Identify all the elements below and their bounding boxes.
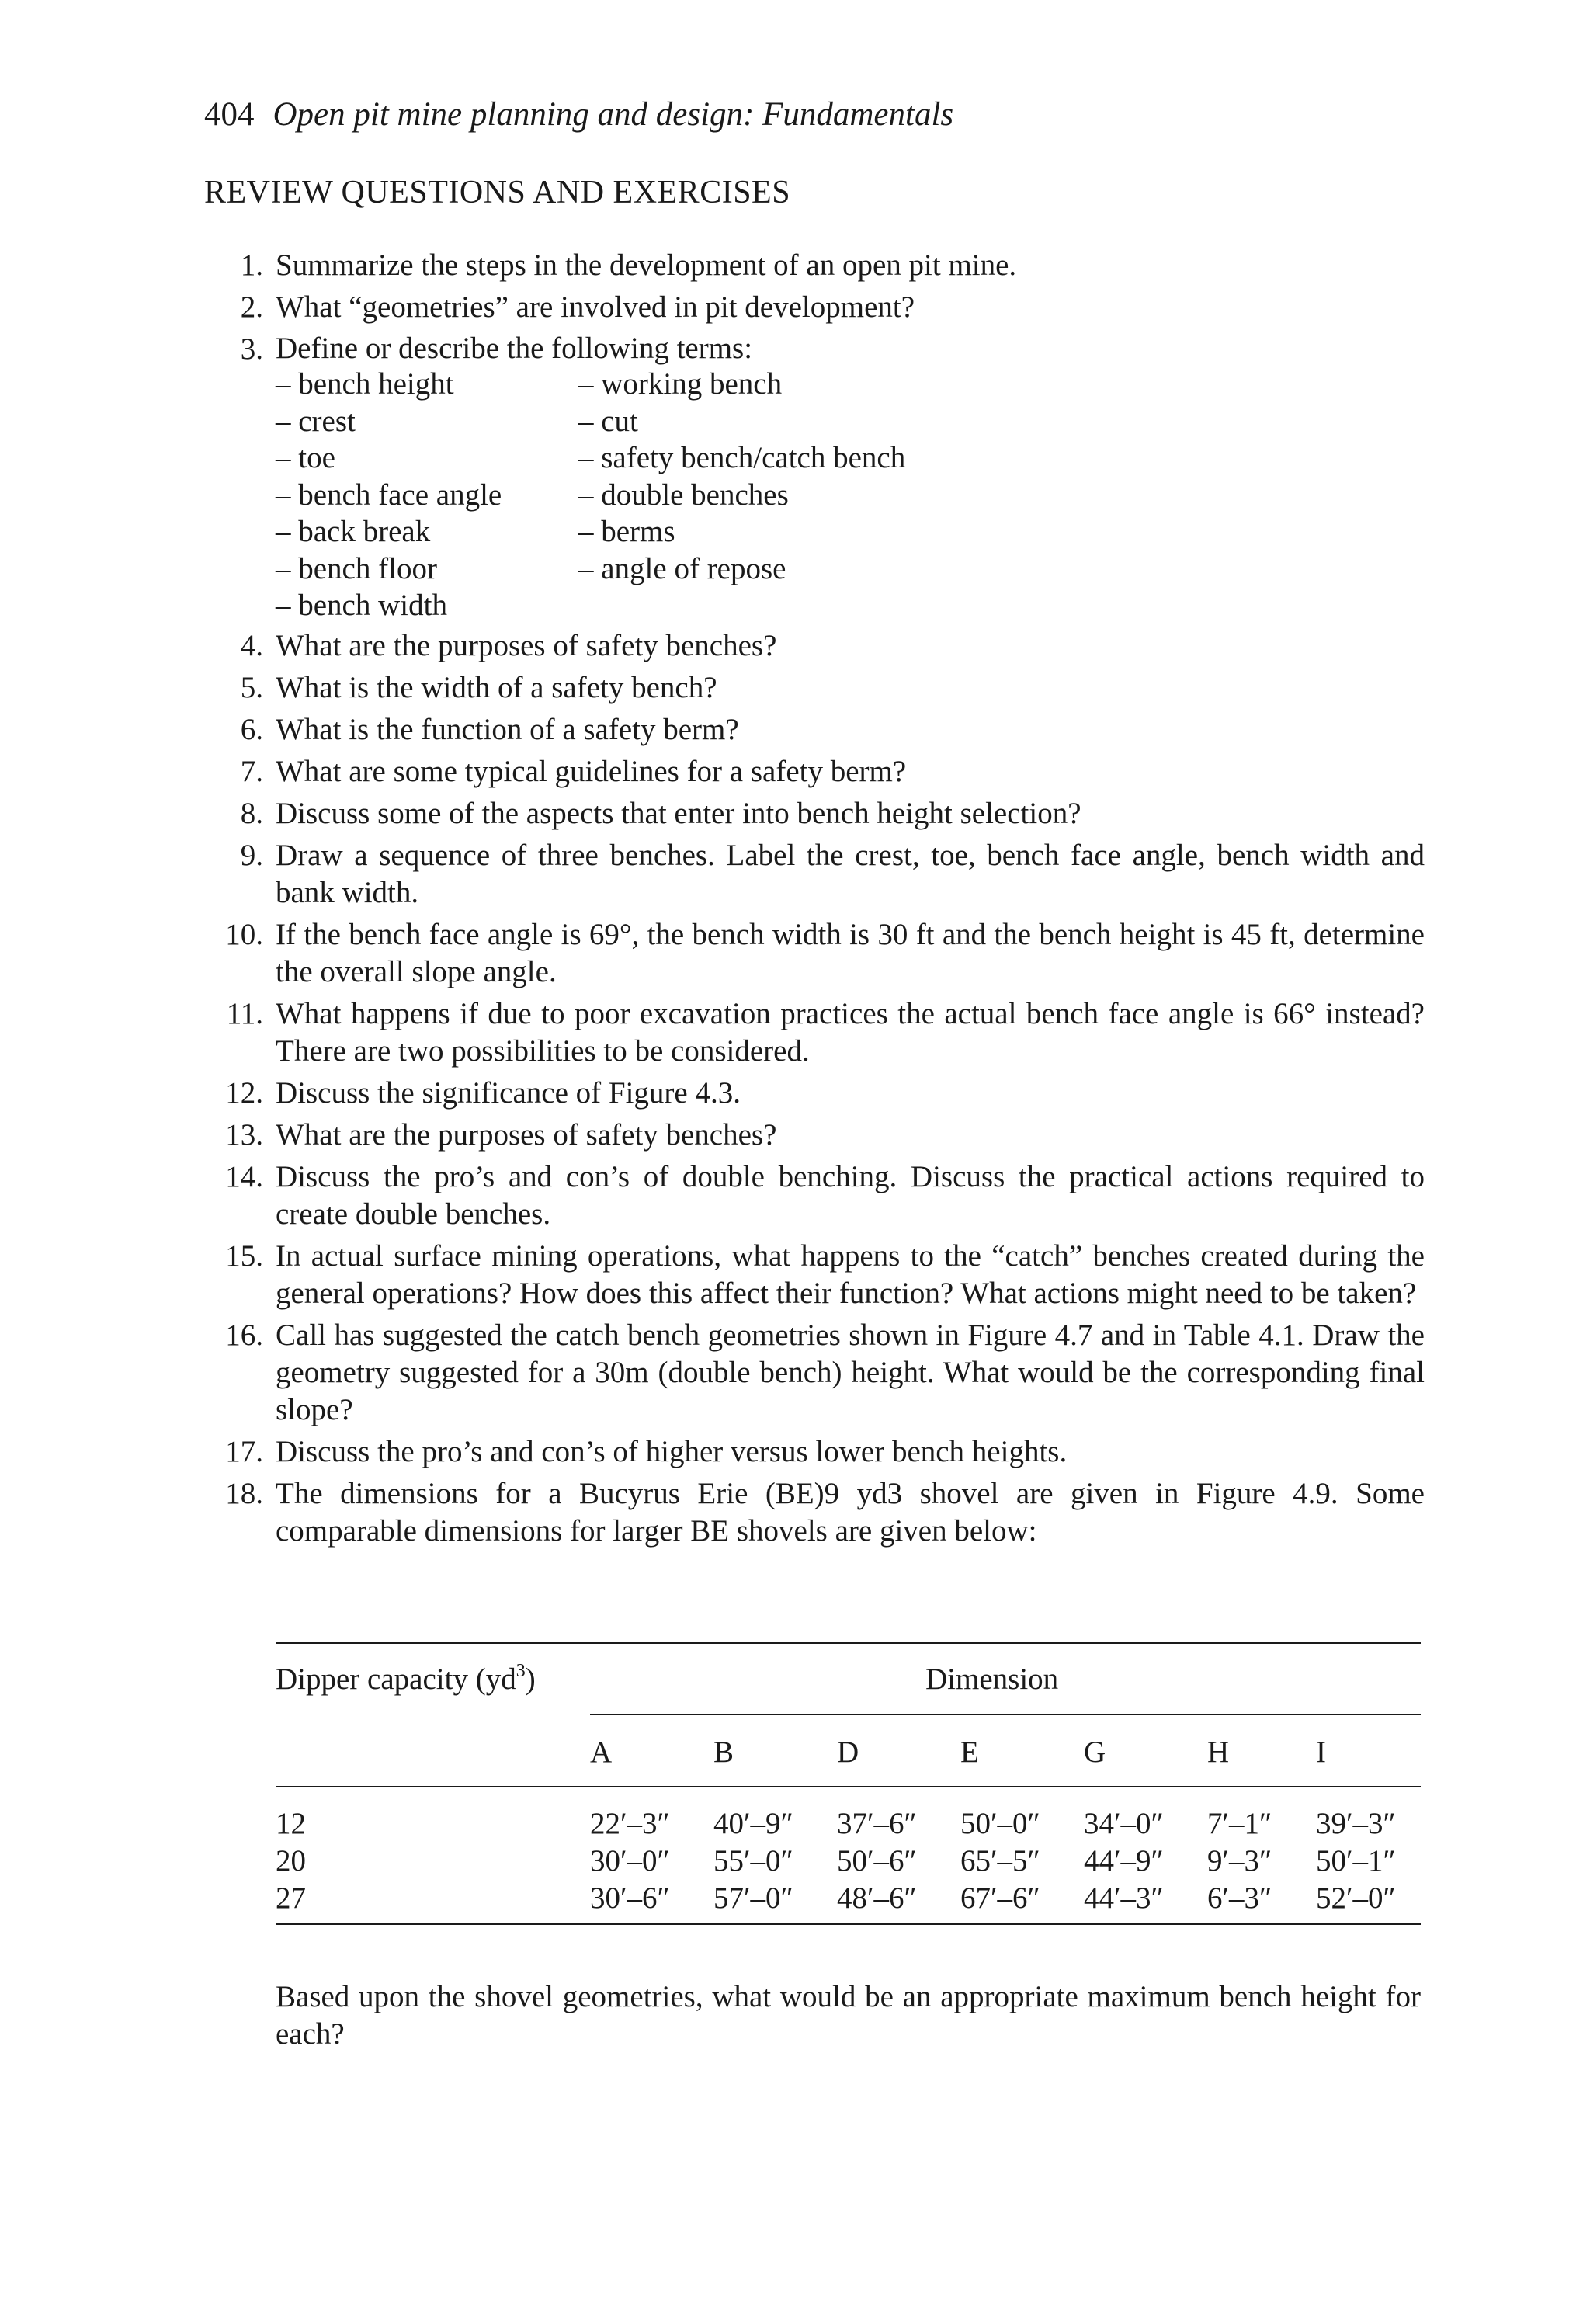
question-text: What is the function of a safety berm?: [276, 712, 739, 746]
question-item: [204, 995, 1425, 1070]
table-cell: 22′–3″: [590, 1807, 670, 1840]
question-item: [204, 331, 1425, 624]
question-number: 15.: [225, 1238, 263, 1273]
question-text: Discuss some of the aspects that enter into bench height selection?: [276, 796, 1081, 830]
capacity-header: Dipper capacity $(yd^3)$: [276, 1661, 536, 1696]
question-text: What are the purposes of safety benches?: [276, 1117, 777, 1152]
term: – cut: [578, 404, 638, 438]
question-text: Discuss the significance of Figure 4.3.: [276, 1075, 741, 1110]
table-cell: 40′–9″: [713, 1807, 793, 1840]
question-number: 18.: [225, 1476, 263, 1510]
term: – crest: [276, 404, 356, 438]
table-cell: 7′–1″: [1207, 1807, 1272, 1840]
question-item: [204, 1433, 1425, 1471]
question-item: [204, 669, 1425, 707]
table-cell: 55′–0″: [713, 1844, 793, 1878]
question-number: 4.: [240, 628, 263, 662]
column-header-I: I: [1316, 1735, 1326, 1769]
question-item: [204, 1159, 1425, 1233]
question-item: [204, 1075, 1425, 1112]
question-number: 3.: [240, 332, 263, 366]
question-text: What are the purposes of safety benches?: [276, 628, 777, 662]
table-top-rule: [276, 1642, 1421, 1644]
question-text: What happens if due to poor excavation practices the actual bench face angle is 66° instead? There are two possibilities to be considered.: [276, 996, 1425, 1068]
question-number: 13.: [225, 1117, 263, 1152]
column-header-D: D: [837, 1735, 859, 1769]
table-cell: 30′–0″: [590, 1844, 670, 1878]
question-number: 16.: [225, 1318, 263, 1352]
term: – berms: [578, 515, 675, 548]
term: – back break: [276, 515, 431, 548]
question-item: [204, 916, 1425, 991]
question-number: 2.: [240, 290, 263, 324]
question-number: 10.: [225, 917, 263, 951]
column-header-E: E: [960, 1735, 979, 1769]
running-head: [204, 92, 953, 138]
table-cell: 9′–3″: [1207, 1844, 1272, 1878]
question-item: [204, 795, 1425, 832]
page-number: 404: [204, 96, 255, 133]
question-number: 8.: [240, 796, 263, 830]
question-number: 1.: [240, 248, 263, 282]
table-cell: 57′–0″: [713, 1881, 793, 1915]
table-cell: 67′–6″: [960, 1881, 1040, 1915]
term: – bench face angle: [276, 478, 502, 512]
table-cell: 44′–3″: [1084, 1881, 1164, 1915]
book-title: Open pit mine planning and design: Fundamentals: [273, 96, 954, 133]
header-bottom-rule: [276, 1786, 1421, 1787]
question-text: Define or describe the following terms:: [276, 332, 753, 365]
question-text: The dimensions for a Bucyrus Erie (BE)9 yd3 shovel are given in Figure 4.9. Some comparable dimensions for larger BE shovels are given below:: [276, 1476, 1425, 1548]
term: – toe: [276, 441, 335, 474]
table-cell: 6′–3″: [1207, 1881, 1272, 1915]
term: – bench height: [276, 367, 454, 401]
term: – angle of repose: [578, 551, 786, 585]
question-item: [204, 711, 1425, 749]
question-number: 12.: [225, 1075, 263, 1110]
term: – safety bench/catch bench: [578, 441, 906, 474]
table-cell: 34′–0″: [1084, 1807, 1164, 1840]
question-item: [204, 753, 1425, 790]
table-cell: 39′–3″: [1316, 1807, 1396, 1840]
term: – bench floor: [276, 551, 437, 585]
table-cell-capacity: 12: [276, 1807, 306, 1840]
question-item: [204, 627, 1425, 665]
question-number: 9.: [240, 838, 263, 872]
question-item: [204, 289, 1425, 326]
question-text: If the bench face angle is 69°, the bench width is 30 ft and the bench height is 45 ft, determine the overall slope angle.: [276, 917, 1425, 988]
question-text: Draw a sequence of three benches. Label the crest, toe, bench face angle, bench width and bank width.: [276, 838, 1425, 909]
term: – double benches: [578, 478, 789, 512]
question-text: Discuss the pro’s and con’s of double benching. Discuss the practical actions required to create double benches.: [276, 1159, 1425, 1231]
table-bottom-rule: [276, 1923, 1421, 1925]
question-text: What is the width of a safety bench?: [276, 670, 717, 704]
table-cell: 48′–6″: [837, 1881, 917, 1915]
table-cell: 44′–9″: [1084, 1844, 1164, 1878]
column-header-A: A: [590, 1735, 613, 1769]
term: – bench width: [276, 589, 447, 622]
question-text: Call has suggested the catch bench geometries shown in Figure 4.7 and in Table 4.1. Draw the geometry suggested for a 30m (double bench) height. What would be the corresponding final slope?: [276, 1318, 1425, 1426]
question-item: [204, 247, 1425, 284]
table-cell: 50′–6″: [837, 1844, 917, 1878]
table-cell: 37′–6″: [837, 1807, 917, 1840]
terms-list: [276, 366, 1425, 624]
question-item: [204, 1475, 1425, 1550]
question-item: [204, 1317, 1425, 1429]
question-number: 11.: [226, 996, 263, 1030]
question-item: [204, 837, 1425, 912]
question-text: What “geometries” are involved in pit development?: [276, 290, 915, 324]
table-cell: 50′–1″: [1316, 1844, 1396, 1878]
question-number: 6.: [240, 712, 263, 746]
section-title: REVIEW QUESTIONS AND EXERCISES: [204, 175, 791, 210]
column-header-G: G: [1084, 1735, 1106, 1769]
dimension-header: Dimension: [925, 1662, 1059, 1696]
table-cell: 50′–0″: [960, 1807, 1040, 1840]
question-list: [204, 247, 1425, 1555]
question-text: Summarize the steps in the development of an open pit mine.: [276, 248, 1017, 282]
table-cell: 30′–6″: [590, 1881, 670, 1915]
table-cell: 52′–0″: [1316, 1881, 1396, 1915]
question-number: 17.: [225, 1434, 263, 1468]
question-number: 7.: [240, 754, 263, 788]
dimension-header-rule: [590, 1714, 1421, 1715]
column-header-B: B: [713, 1735, 734, 1769]
table-cell-capacity: 20: [276, 1844, 306, 1878]
question-text: What are some typical guidelines for a safety berm?: [276, 754, 907, 788]
question-number: 5.: [240, 670, 263, 704]
question-number: 14.: [225, 1159, 263, 1193]
column-header-H: H: [1207, 1735, 1230, 1769]
question-text: In actual surface mining operations, what happens to the “catch” benches created during the general operations? How does this affect their function? What actions might need to be taken?: [276, 1238, 1425, 1310]
question-item: [204, 1117, 1425, 1154]
question-item: [204, 1238, 1425, 1312]
term: – working bench: [578, 367, 783, 401]
closing-question: Based upon the shovel geometries, what would be an appropriate maximum bench height for each?: [276, 1980, 1421, 2051]
table-cell: 65′–5″: [960, 1844, 1040, 1878]
question-text: Discuss the pro’s and con’s of higher versus lower bench heights.: [276, 1434, 1068, 1468]
table-cell-capacity: 27: [276, 1881, 306, 1915]
